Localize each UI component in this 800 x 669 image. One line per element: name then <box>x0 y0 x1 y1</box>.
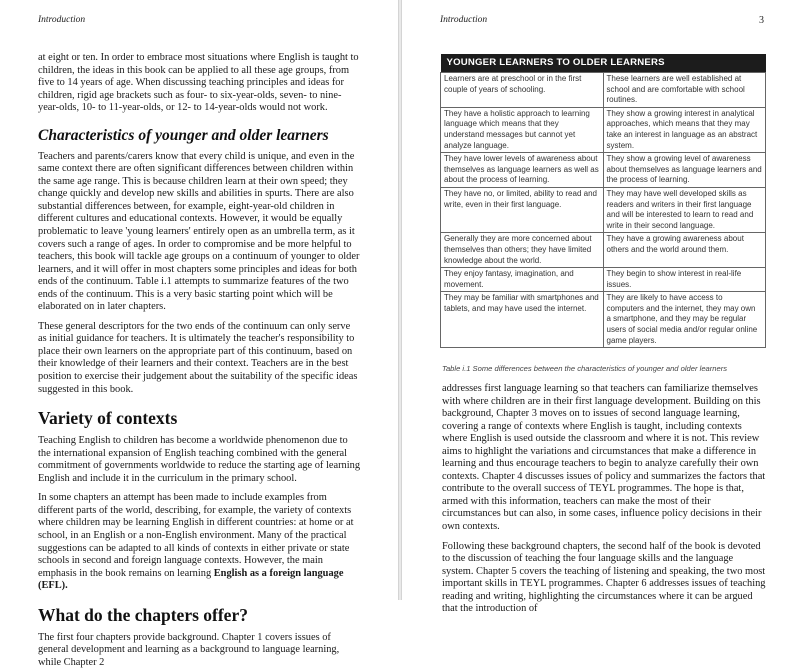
paragraph: Following these background chapters, the second half of the book is devoted to the discussion of teaching the four language skills and the language system. Chapter 5 covers the teaching of listening and speaking, the two most important skills in TEYL programmes. Chapter 6 addresses issues of teaching reading and writing, highlighting the circumstances where it can be argued that the introduction of <box>442 540 766 615</box>
paragraph-text: In some chapters an attempt has been made to include examples from different parts of the world, describing, for example, the variety of contexts where children may be learning English in different countries: at home or at school, in an English or a non-English environment. Many of the practical suggestions can be adapted to all kinds of contexts in either private or state schools in second and foreign language contexts. However, the main emphasis in the book remains on learning <box>38 492 354 579</box>
heading-chapters: What do the chapters offer? <box>38 604 248 625</box>
younger-learner-cell: They may be familiar with smartphones and tablets, and may have used the internet. <box>441 292 604 348</box>
bold-term: English as a foreign language (EFL). <box>38 567 344 592</box>
older-learner-cell: They may have well developed skills as readers and writers in their first language and will be interested to learn to read and write in their second language. <box>603 187 766 232</box>
page-number: 3 <box>759 15 764 26</box>
table-caption: Table i.1 Some differences between the characteristics of younger and older learners <box>442 364 728 373</box>
paragraph: addresses first language learning so that teachers can familiarize themselves with where children are in their first language development. Building on this background, Chapter 3 moves on to issues of second language learning, covering a range of contexts where English is taught, including contexts where English is used outside the classroom and where it is not. This review aims to highlight the variations and circumstances that make a difference in learning and thus encourage teachers to begin to analyze carefully their own contexts. Chapter 4 discusses issues of policy and summarizes the factors that contribute to the overall success of TEYL programmes. The hope is that, armed with this information, teachers can make the most of their circumstances but can also, in some cases, influence policy decisions in their own contexts. <box>442 383 766 533</box>
heading-variety-of-contexts: Variety of contexts <box>38 408 178 429</box>
table-row <box>441 153 766 188</box>
table-row <box>441 73 766 108</box>
paragraph: Teaching English to children has become a worldwide phenomenon due to the international expansion of English teaching combined with the general commitment of governments worldwide to reduce the starting age of learning English and include it in the curriculum in the primary school. <box>38 435 361 484</box>
younger-learner-cell: They have a holistic approach to learning language which means that they understand messages but cannot yet analyze language. <box>441 107 604 152</box>
younger-learner-cell: Generally they are more concerned about themselves than others; they have limited knowledge about the world. <box>441 233 604 268</box>
paragraph: These general descriptors for the two ends of the continuum can only serve as initial guidance for teachers. It is ultimately the teacher's responsibility to place their own learners on the appropriate part of this continuum, based on their knowledge of their learners and their context. Teachers are in the best position to exercise their judgement about the suitability of the specific ideas suggested in this book. <box>38 320 358 395</box>
younger-learner-cell: They have no, or limited, ability to read and write, even in their first language. <box>441 187 604 232</box>
older-learner-cell: They begin to show interest in real-life issues. <box>603 268 766 292</box>
left-page <box>0 0 398 668</box>
younger-learner-cell: Learners are at preschool or in the first couple of years of schooling. <box>441 73 604 108</box>
older-learner-cell: They show a growing interest in analytical approaches, which means that they may take an interest in language as an abstract system. <box>603 107 766 152</box>
paragraph: The first four chapters provide background. Chapter 1 covers issues of general development and learning as a background to language learning, while Chapter 2 <box>38 631 340 668</box>
table-title: YOUNGER LEARNERS TO OLDER LEARNERS <box>441 54 766 73</box>
older-learner-cell: These learners are well established at school and are comfortable with school routines. <box>603 73 766 108</box>
subheading-characteristics: Characteristics of younger and older learners <box>38 126 329 144</box>
learners-comparison-table <box>440 54 766 348</box>
running-head: Introduction <box>38 15 86 25</box>
older-learner-cell: They show a growing level of awareness about themselves as language learners and the process of learning. <box>603 153 766 188</box>
right-page-body <box>442 383 766 616</box>
table-row <box>441 107 766 152</box>
right-page <box>402 0 800 615</box>
table-row <box>441 268 766 292</box>
younger-learner-cell: They have lower levels of awareness about themselves as language learners as well as about the process of learning. <box>441 153 604 188</box>
running-head: Introduction <box>440 15 488 25</box>
paragraph: Teachers and parents/carers know that every child is unique, and even in the same context there are often significant differences between children within the same age range. This is because children learn at their own speed; they change quickly and develop new skills and abilities in spurts. There are also substantial differences between, for example, eight-year-old children in different cultures and educational contexts. However, it would be equally problematic to leave 'young learners' entirely open as an umbrella term, as it covers such a range of ages. In order to compromise and be more helpful to teachers, this book will tackle age groups on a continuum of younger to older learners, and it will offer in most chapters some principles and ideas for both ends of the continuum. Table i.1 attempts to summarize features of the two ends of the continuum. This is a very basic starting point which will be elaborated on in later chapters. <box>38 150 360 313</box>
older-learner-cell: They are likely to have access to computers and the internet, they may own a smartphone, and they may be regular users of social media and/or regular online game players. <box>603 292 766 348</box>
table-row <box>441 292 766 348</box>
older-learner-cell: They have a growing awareness about others and the world around them. <box>603 233 766 268</box>
table-row <box>441 187 766 232</box>
younger-learner-cell: They enjoy fantasy, imagination, and movement. <box>441 268 604 292</box>
table-body <box>441 73 766 348</box>
paragraph: at eight or ten. In order to embrace most situations where English is taught to children, the ideas in this book can be applied to all these age groups, from five to 14 years of age. When discussing teaching principles and ideas for children, rigid age brackets such as four- to six-year-olds, seven- to nine-year-olds, 10- to 11-year-olds, or 12- to 14-year-olds would not work. <box>38 52 359 114</box>
paragraph <box>38 492 360 592</box>
left-page-body <box>38 52 360 669</box>
table-row <box>441 233 766 268</box>
